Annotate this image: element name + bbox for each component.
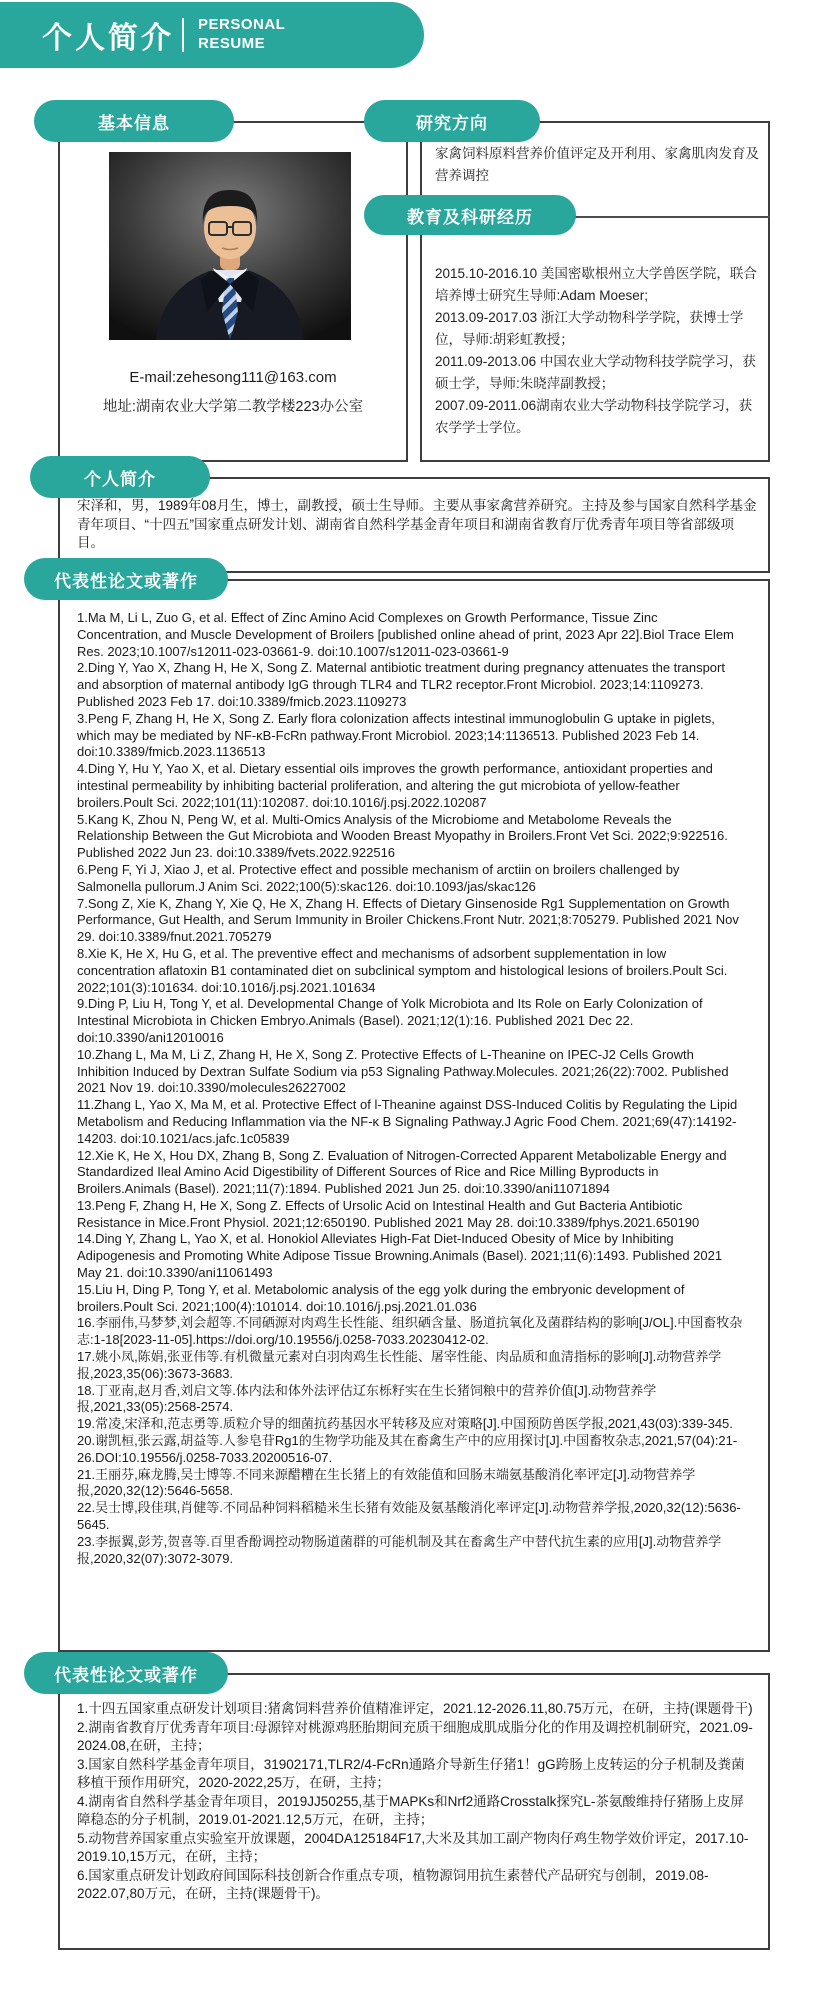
education-item: 2011.09-2013.06 中国农业大学动物科技学院学习，获硕士学，导师:朱晓萍副教授； [435,354,756,391]
projects-box [58,1673,770,1950]
publication-item: 2.Ding Y, Yao X, Zhang H, He X, Song Z. Maternal antibiotic treatment during pregnancy attenuates the transport and absorption of maternal antibody IgG through TLR4 and TLR2 receptor.Front Microbiol. 2023;14:1109273. Published 2023 Feb 17. doi:10.3389/fmicb.2023.1109273 [77,660,725,709]
section-pill-profile: 个人简介 [30,456,210,498]
address-text: 地址:湖南农业大学第二教学楼223办公室 [102,399,364,415]
publication-item: 23.李振翼,彭芳,贺喜等.百里香酚调控动物肠道菌群的可能机制及其在畜禽生产中替代抗生素的应用[J].动物营养学报,2020,32(07):3072-3079. [77,1533,722,1566]
project-item: 1.十四五国家重点研发计划项目:猪禽饲料营养价值精准评定，2021.12-2026.11,80.75万元，在研，主持(课题骨干) [77,1701,753,1716]
publication-item: 18.丁亚南,赵月香,刘启文等.体内法和体外法评估辽东栎籽实在生长猪饲粮中的营养价值[J].动物营养学报,2021,33(05):2568-2574. [77,1382,657,1415]
publication-item: 11.Zhang L, Yao X, Ma M, et al. Protective Effect of l-Theanine against DSS-Induced Colitis by Regulating the Lipid Metabolism and Reducing Inflammation via the NF-κ B Signaling Pathway.J Agric Food Chem. 2021;69(47):14192-14203. doi:10.1021/acs.jafc.1c05839 [77,1097,738,1146]
profile-text: 宋泽和，男，1989年08月生，博士，副教授，硕士生导师。主要从事家禽营养研究。主持及参与国家自然科学基金青年项目、“十四五”国家重点研发计划、湖南省自然科学基金青年项目和湖南省教育厅优秀青年项目等省部级项目。 [77,498,757,550]
publication-item: 14.Ding Y, Zhang L, Yao X, et al. Honokiol Alleviates High-Fat Diet-Induced Obesity of Mice by Inhibiting Adipogenesis and Promoting White Adipose Tissue Browning.Animals (Basel). 2021;11(6):1493. Published 2021 May 21. doi:10.3390/ani11061493 [77,1231,723,1281]
page-title-en [198,16,285,54]
publication-item: 12.Xie K, He X, Hou DX, Zhang B, Song Z. Evaluation of Nitrogen-Corrected Apparent Metabolizable Energy and Standardized Ileal Amino Acid Digestibility of Different Sources of Rice and Rice Milling Byproducts in Broilers.Animals (Basel). 2021;11(7):1894. Published 2021 Jun 25. doi:10.3390/ani11071894 [77,1147,727,1197]
publication-item: 9.Ding P, Liu H, Tong Y, et al. Developmental Change of Yolk Microbiota and Its Role on Early Colonization of Intestinal Microbiota in Chicken Embryo.Animals (Basel). 2021;12(1):16. Published 2021 Dec 22. doi:10.3390/ani12010016 [77,996,703,1045]
section-pill-research-direction: 研究方向 [364,100,540,142]
page-title-en-line1: PERSONAL [198,16,286,34]
contact-block [60,369,406,416]
publication-item: 21.王丽芬,麻龙腾,吴士博等.不同来源醋糟在生长猪上的有效能值和回肠末端氨基酸消化率评定[J].动物营养学报,2020,32(12):5646-5658. [77,1466,696,1499]
projects-list [77,1700,753,1904]
education-item: 2015.10-2016.10 美国密歇根州立大学兽医学院，联合培养博士研究生导师:Adam Moeser; [435,266,757,303]
publication-item: 22.吴士博,段佳琪,肖健等.不同品种饲料稻糙米生长猪有效能及氨基酸消化率评定[J].动物营养学报,2020,32(12):5636-5645. [77,1500,741,1533]
page-title-en-line2: RESUME [198,35,266,52]
portrait-photo [109,152,351,340]
project-item: 2.湖南省教育厅优秀青年项目:母源锌对桃源鸡胚胎期间充质干细胞成肌成脂分化的作用及调控机制研究，2021.09-2024.08,在研，主持； [77,1719,753,1753]
title-divider [182,18,184,52]
project-item: 5.动物营养国家重点实验室开放课题，2004DA125184F17,大米及其加工副产物肉仔鸡生物学效价评定，2017.10-2019.10,15万元，在研，主持； [77,1830,749,1864]
publications-list [77,610,745,1567]
publication-item: 8.Xie K, He X, Hu G, et al. The preventive effect and mechanisms of adsorbent supplementation in low concentration aflatoxin B1 contaminated diet on subclinical symptom and histological lesions of broilers.Poult Sci. 2022;101(3):101634. doi:10.1016/j.psj.2021.101634 [77,945,728,995]
project-item: 3.国家自然科学基金青年项目，31902171,TLR2/4-FcRn通路介导新生仔猪1！gG跨肠上皮转运的分子机制及粪菌移植干预作用研究，2020-2022,25万，在研，主持； [77,1756,745,1790]
section-pill-education: 教育及科研经历 [364,195,576,235]
publication-item: 17.姚小凤,陈娟,张亚伟等.有机微量元素对白羽肉鸡生长性能、屠宰性能、肉品质和血清指标的影响[J].动物营养学报,2023,35(06):3673-3683. [77,1349,722,1381]
email-text: E-mail:zehesong111@163.com [129,369,337,386]
project-item: 4.湖南省自然科学基金青年项目，2019JJ50255,基于MAPKs和Nrf2通路Crosstalk探究L-茶氨酸维持仔猪肠上皮屏障稳态的分子机制，2019.01-2021.12,5万元，在研，主持； [77,1793,744,1827]
publication-item: 15.Liu H, Ding P, Tong Y, et al. Metabolomic analysis of the egg yolk during the embryonic development of broilers.Poult Sci. 2021;100(4):101014. doi:10.1016/j.psj.2021.01.036 [77,1281,685,1314]
right-column-box [420,121,770,462]
publication-item: 1.Ma M, Li L, Zuo G, et al. Effect of Zinc Amino Acid Complexes on Growth Performance, Tissue Zinc Concentration, and Muscle Development of Broilers [published online ahead of print, 2023 Apr 22].Biol Trace Elem Res. 2023;10.1007/s12011-023-03661-9. doi:10.1007/s12011-023-03661-9 [77,610,734,659]
publication-item: 19.常凌,宋泽和,范志勇等.质粒介导的细菌抗药基因水平转移及应对策略[J].中国预防兽医学报,2021,43(03):339-345. [77,1416,733,1432]
basic-info-box [58,121,408,462]
publication-item: 3.Peng F, Zhang H, He X, Song Z. Early flora colonization affects intestinal immunoglobulin G uptake in piglets, which may be mediated by NF-κB-FcRn pathway.Front Microbiol. 2023;14:1136513. Published 2023 Feb 14. doi:10.3389/fmicb.2023.1136513 [77,710,715,760]
publication-item: 20.谢凯桓,张云露,胡益等.人参皂苷Rg1的生物学功能及其在畜禽生产中的应用探讨[J].中国畜牧杂志,2021,57(04):21-26.DOI:10.19556/j.0258-7033.20200516-07. [77,1433,738,1465]
page-title: 个人简介 [42,22,174,55]
publications-box [58,579,770,1652]
page-header-band [0,2,424,68]
section-pill-projects: 代表性论文或著作 [24,1652,228,1694]
publication-item: 13.Peng F, Zhang H, He X, Song Z. Effects of Ursolic Acid on Intestinal Health and Gut Bacteria Antibiotic Resistance in Mice.Front Physiol. 2021;12:650190. Published 2021 May 28. doi:10.3389/fphys.2021.650190 [77,1197,700,1230]
publication-item: 5.Kang K, Zhou N, Peng W, et al. Multi-Omics Analysis of the Microbiome and Metabolome Reveals the Relationship Between the Gut Microbiota and Wooden Breast Myopathy in Broilers.Front Vet Sci. 2022;9:922516. Published 2022 Jun 23. doi:10.3389/fvets.2022.922516 [77,811,728,861]
section-pill-publications: 代表性论文或著作 [24,558,228,600]
project-item: 6.国家重点研发计划政府间国际科技创新合作重点专项，植物源饲用抗生素替代产品研究与创制，2019.08-2022.07,80万元，在研，主持(课题骨干)。 [77,1867,709,1901]
publication-item: 7.Song Z, Xie K, Zhang Y, Xie Q, He X, Zhang H. Effects of Dietary Ginsenoside Rg1 Supplementation on Growth Performance, Gut Health, and Serum Immunity in Broiler Chickens.Front Nutr. 2021;8:705279. Published 2021 Nov 29. doi:10.3389/fnut.2021.705279 [77,895,739,945]
publication-item: 10.Zhang L, Ma M, Li Z, Zhang H, He X, Song Z. Protective Effects of L-Theanine on IPEC-J2 Cells Growth Inhibition Induced by Dextran Sulfate Sodium via p53 Signaling Pathway.Molecules. 2021;26(22):7002. Published 2021 Nov 19. doi:10.3390/molecules26227002 [77,1046,729,1096]
section-pill-basic-info: 基本信息 [34,100,234,142]
education-item: 2013.09-2017.03 浙江大学动物科学学院，获博士学位，导师:胡彩虹教授； [435,310,744,347]
education-item: 2007.09-2011.06湖南农业大学动物科技学院学习，获农学学士学位。 [435,398,753,435]
publication-item: 16.李丽伟,马梦梦,刘会超等.不同硒源对肉鸡生长性能、组织硒含量、肠道抗氧化及菌群结构的影响[J/OL].中国畜牧杂志:1-18[2023-11-05].https://doi.org/10.19556/j.0258-7033.20230412-02. [77,1315,743,1348]
education-list [435,263,765,439]
publication-item: 4.Ding Y, Hu Y, Yao X, et al. Dietary essential oils improves the growth performance, antioxidant properties and intestinal permeability by inhibiting bacterial proliferation, and altering the gut microbiota of yellow-feather broilers.Poult Sci. 2022;101(11):102087. doi:10.1016/j.psj.2022.102087 [77,761,713,810]
research-direction-text: 家禽饲料原料营养价值评定及开利用、家禽肌肉发育及营养调控 [435,146,759,183]
publication-item: 6.Peng F, Yi J, Xiao J, et al. Protective effect and possible mechanism of arctiin on broilers challenged by Salmonella pullorum.J Anim Sci. 2022;100(5):skac126. doi:10.1093/jas/skac126 [77,861,680,894]
